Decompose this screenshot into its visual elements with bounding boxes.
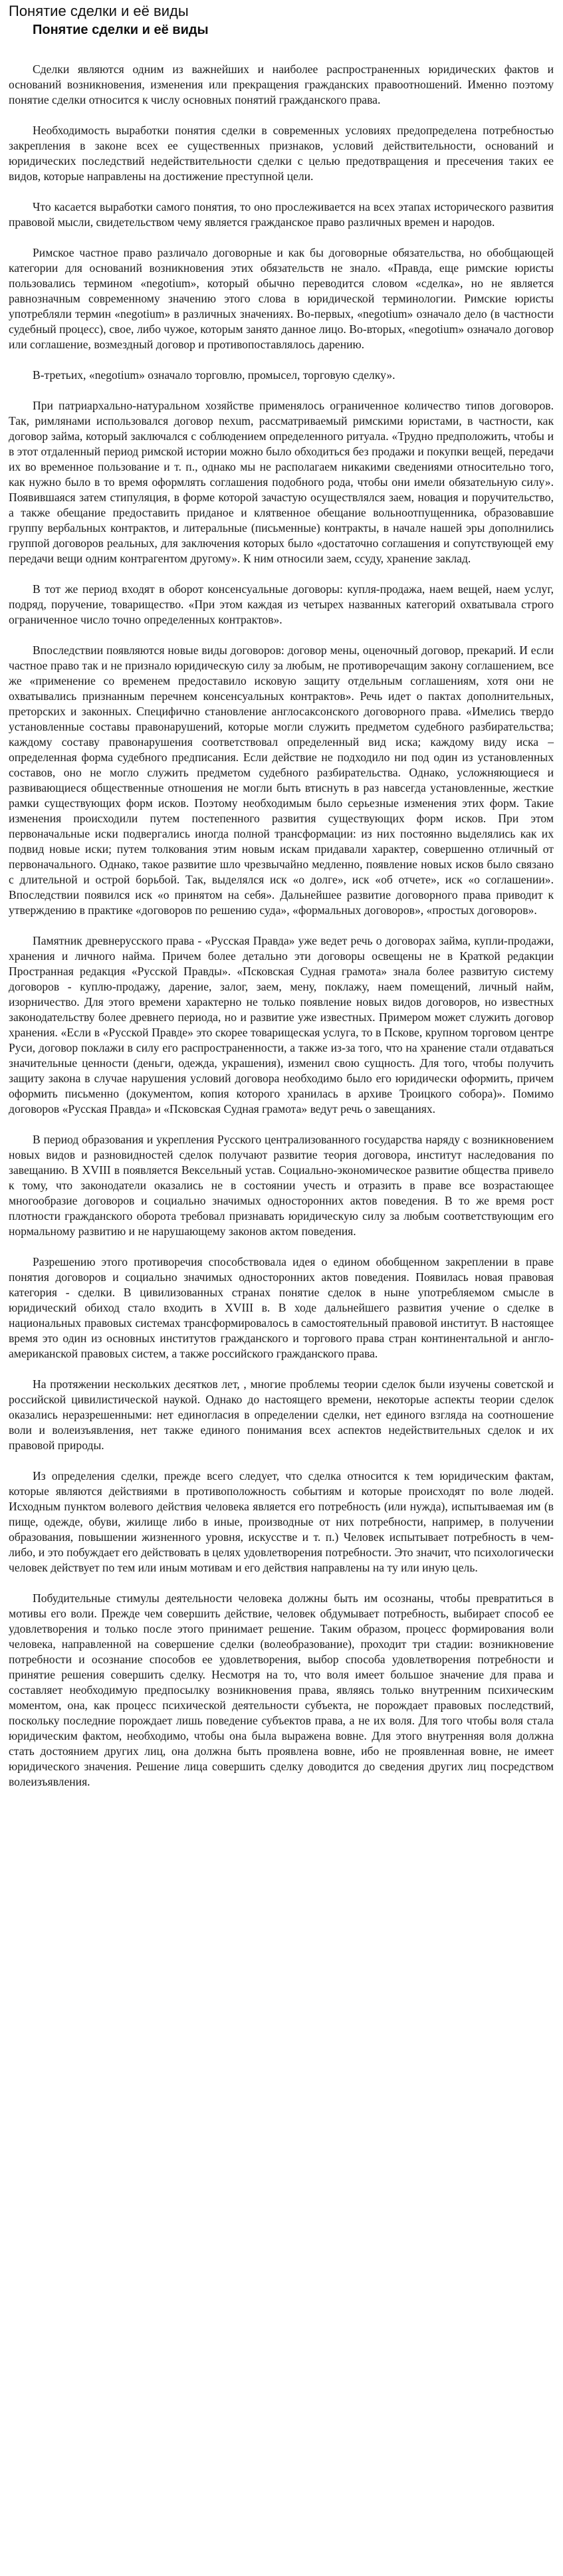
paragraph: В тот же период входят в оборот консенсуальные договоры: купля-продажа, наем вещей, наем услуг, подряд, поручение, товарищество. «При этом каждая из четырех названных категорий охватывала строго ограниченное число точно определенных контрактов».: [9, 582, 554, 626]
paragraph: Что касается выработки самого понятия, то оно прослеживается на всех этапах исторического развития правовой мысли, свидетельством чему является гражданское право различных времен и народов.: [9, 200, 554, 229]
paragraph: Римское частное право различало договорные и как бы договорные обязательства, но обобщающей категории для оснований возникновения этих обязательств не знало. «Правда, еще римские юристы пользовались термином «negotium», который обычно переводится словом «сделка», но не является равнозначным современному значению этого слова в юридической терминологии. Римские юристы употребляли термин «negotium» в различных значениях. Во-первых, «negotium» означало дело (в частности судебный процесс), свое, либо чужое, которым занято данное лицо. Во-вторых, «negotium» означало договор или соглашение, возмездный договор и противопоставлялось дарению.: [9, 246, 554, 351]
paragraph: Сделки являются одним из важнейших и наиболее распространенных юридических фактов и оснований возникновения, изменения или прекращения гражданских правоотношений. Именно поэтому понятие сделки относится к числу основных понятий гражданского права.: [9, 62, 554, 106]
paragraph: Памятник древнерусского права - «Русская Правда» уже ведет речь о договорах займа, купли-продажи, хранения и личного найма. Причем более детально эти договоры освещены не в Краткой редакции Пространная редакция «Русской Правды». «Псковская Судная грамота» знала более развитую систему договоров - куплю-продажу, дарение, залог, заем, мену, поклажу, наем помещений, личный найм, изорничество. Для этого времени характерно не только появление новых видов договоров, но известных законодательству более древнего периода, но и развитие уже известных. Примером может служить договор хранения. «Если в «Русской Правде» это скорее товарищеская услуга, то в Пскове, крупном торговом центре Руси, договор поклажи в силу его распространенности, а также из-за того, что на хранение стали отдаваться значительные ценности (деньги, одежда, украшения), изменил свою сущность. Для того, чтобы получить защиту закона в случае нарушения условий договора необходимо было его юридически оформить, причем оформить письменно (документом, копия которого хранилась в архиве Троицкого собора)». Помимо договоров «Русская Правда» и «Псковская Судная грамота» ведут речь о завещаниях.: [9, 934, 554, 1115]
paragraph: Впоследствии появляются новые виды договоров: договор мены, оценочный договор, прекарий. И если частное право так и не признало юридическую силу за любым, не противоречащим закону соглашением, все же «применение со временем предоставило исковую защиту отдельным соглашениям, хотя они не охватывались признанным перечнем консенсуальных контрактов». Речь идет о пактах дополнительных, преторских и законных. Специфично становление англосаксонского договорного права. «Имелись твердо установленные составы правонарушений, которые могли служить предметом судебного разбирательства; каждому составу правонарушения соответствовал определенный вид иска; каждому виду иска – определенная форма судебного предписания. Если действие не подходило ни под один из установленных составов, оно не могло служить предметом судебного разбирательства. Однако, усложняющиеся и развивающиеся общественные отношения не могли быть втиснуть в раз навсегда установленные, жесткие рамки существующих форм исков. Поэтому необходимым было серьезные изменения этих форм. Такие изменения происходили путем постепенного развития существующих форм исков. При этом первоначальные иски подвергались иногда полной трансформации: из них постоянно выделялись как их подвид новые иски; путем толкования этим новым искам придавали характер, совершенно отличный от первоначального. Однако, такое развитие шло чрезвычайно медленно, появление новых исков было связано с длительной и острой борьбой. Так, выделялся иск «о долге», иск «об отчете», иск «о соглашении». Впоследствии появился иск «о принятом на себя». Дальнейшее развитие договорного права приводит к утверждению в практике «договоров по решению суда», «формальных договоров», «простых договоров».: [9, 644, 554, 917]
article-body: [9, 62, 554, 1790]
paragraph: На протяжении нескольких десятков лет, , многие проблемы теории сделок были изучены советской и российской цивилистической наукой. Однако до настоящего времени, некоторые аспекты теории сделок оказались неразрешенными: нет единогласия в определении сделки, нет единого взгляда на соотношение воли и волеизъявления, нет также единого понимания всех аспектов недействительных сделок и их правовой природы.: [9, 1377, 554, 1452]
article-subtitle: Понятие сделки и её виды: [33, 23, 209, 37]
paragraph: Разрешению этого противоречия способствовала идея о едином обобщенном закреплении в праве понятия договоров и социально значимых односторонних актов поведения. Появилась новая правовая категория - сделки. В цивилизованных странах понятие сделок в ныне употребляемом смысле в юридический обиход стало входить в XVIII в. В ходе дальнейшего развития учение о сделке в национальных правовых системах трансформировалось в самостоятельный правовой институт. В настоящее время это один из основных институтов гражданского и торгового права стран континентальной и англо-американской правовых систем, а также российского гражданского права.: [9, 1255, 554, 1360]
paragraph: В-третьих, «negotium» означало торговлю, промысел, торговую сделку».: [33, 368, 395, 382]
paragraph: Необходимость выработки понятия сделки в современных условиях предопределена потребностью закрепления в законе всех ее существенных признаков, условий действительности, оснований и юридических последствий недействительности сделки с целью предотвращения и пресечения таких ее видов, которые направлены на достижение преступной цели.: [9, 124, 554, 183]
page-title: Понятие сделки и её виды: [9, 3, 189, 19]
paragraph: В период образования и укрепления Русского централизованного государства наряду с возникновением новых видов и разновидностей сделок получают развитие теория договора, институт наследования по завещанию. В XVIII в появляется Вексельный устав. Социально-экономическое развитие общества привело к тому, что законодатели оказались не в состоянии учесть и отразить в праве все возрастающее многообразие договоров и социально значимых односторонних актов поведения. В то же время рост плотности гражданского оборота требовал признавать юридическую силу за любым соответствующим его нормальному развитию и не нарушающему законов актом поведения.: [9, 1133, 554, 1238]
paragraph: При патриархально-натуральном хозяйстве применялось ограниченное количество типов договоров. Так, римлянами использовался договор nexum, рассматриваемый римскими юристами, в частности, как договор займа, который заключался с соблюдением определенного ритуала. «Трудно предположить, чтобы и в этот отдаленный период римской истории можно было обходиться без продажи и покупки вещей, передачи их во временное пользование и т. п., однако мы не располагаем никакими сведениями относительно того, как нужно было в то время оформлять соглашения подобного рода, чтобы они имели обязательную силу». Появившаяся затем стипуляция, в форме которой зачастую осуществлялся заем, новация и поручительство, а также обещание предоставить приданое и клятвенное обещание вольноотпущенника, образовавшие группу вербальных контрактов, и литеральные (письменные) контракты, в начале нашей эры дополнились группой договоров реальных, для заключения которых было «достаточно соглашения и сопутствующей ему передачи вещи одним контрагентом другому». К ним относили заем, ссуду, хранение заклад.: [9, 399, 554, 565]
paragraph: Из определения сделки, прежде всего следует, что сделка относится к тем юридическим фактам, которые являются действиями в противоположность событиям и которые происходят по воле людей. Исходным пунктом волевого действия человека является его потребность (или нужда), испытываемая им (в пище, одежде, обуви, жилище либо в иные, производные от них потребности, например, в получении образования, повышении жизненного уровня, искусстве и т. п.) Человек испытывает потребность в чем-либо, и это побуждает его действовать в целях удовлетворения потребности. Это значит, что психологически человек действует по тем или иным мотивам и его действия направлены на ту или иную цель.: [9, 1469, 554, 1574]
paragraph: Побудительные стимулы деятельности человека должны быть им осознаны, чтобы превратиться в мотивы его воли. Прежде чем совершить действие, человек обдумывает потребность, выбирает способ ее удовлетворения и только после этого принимает решение. Таким образом, процесс формирования воли человека, направленной на совершение сделки (волеобразование), проходит три стадии: возникновение потребности и осознание способов ее удовлетворения, выбор способа удовлетворения потребности и принятие решения совершить сделку. Несмотря на то, что воля имеет большое значение для права и составляет необходимую предпосылку возникновения права, являясь только внутренним психическим моментом, она, как процесс психической деятельности субъекта, не порождает правовых последствий, поскольку последние порождает лишь поведение субъектов права, а не их воля. Для того чтобы воля стала юридическим фактом, необходимо, чтобы она была выражена вовне. Для этого внутренняя воля должна стать достоянием других лиц, она должна быть проявлена вовне, ибо не проявленная вовне, не имеет юридического значения. Решение лица совершить сделку доводится до сведения других лиц посредством волеизъявления.: [9, 1591, 554, 1788]
